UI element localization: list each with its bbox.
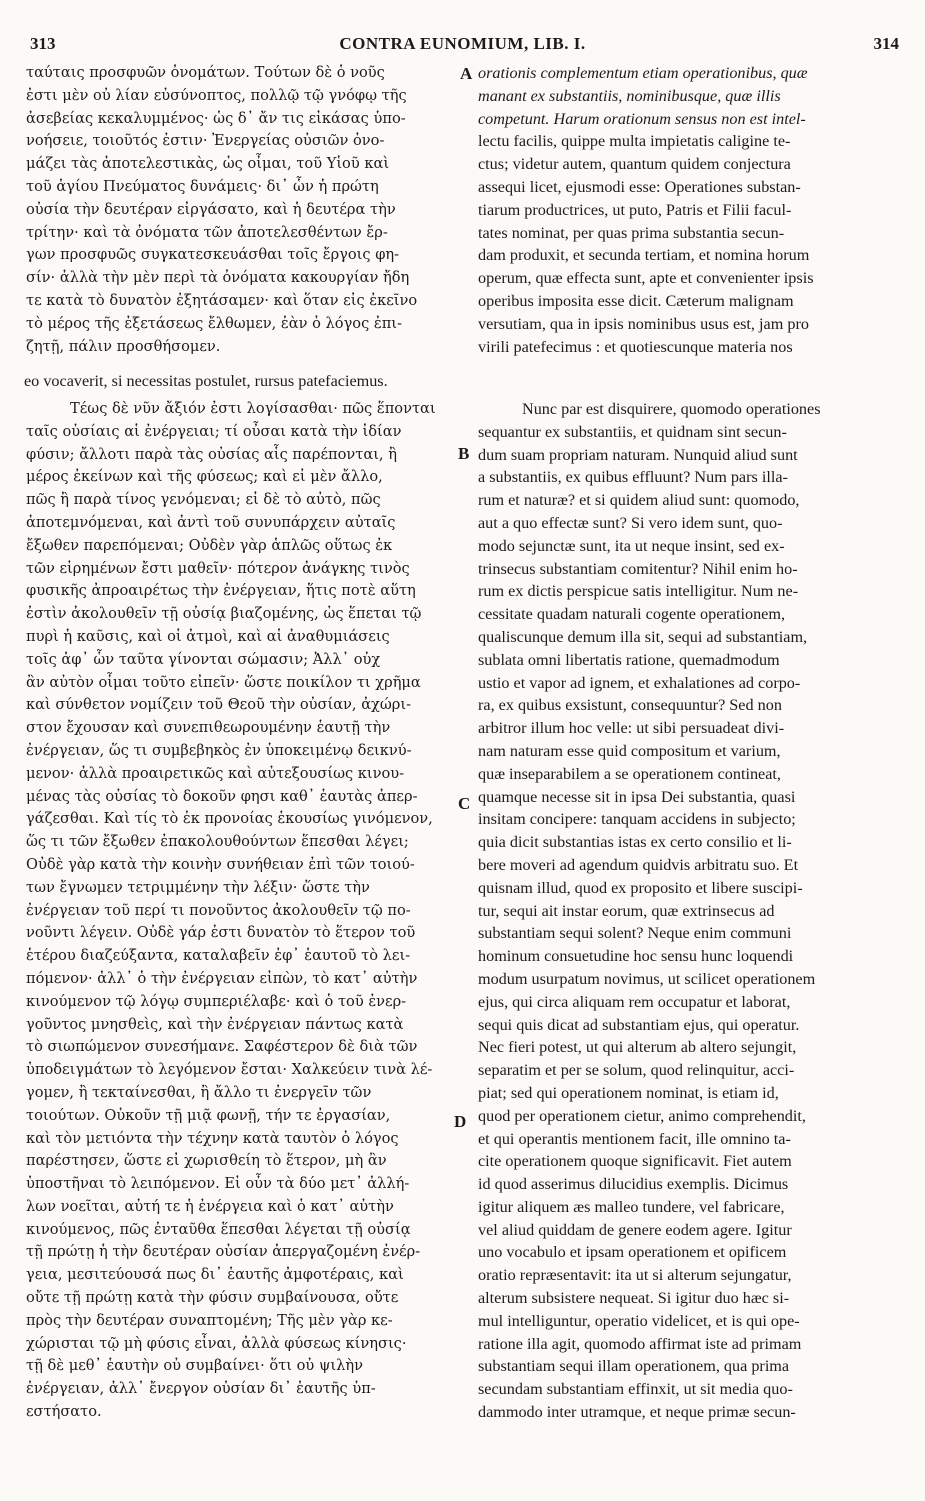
greek-text-line: ταῖς οὐσίαις αἱ ἐνέργειαι; τί οὖσαι κατὰ τὴν ἰδίαν — [26, 422, 402, 440]
latin-text-line: qualiscunque demum illa sit, sequi ad substantiam, — [478, 627, 808, 646]
greek-text-line: γάζεσθαι. Καὶ τίς τὸ ἐκ προνοίας ἑκουσίως γινόμενον, — [26, 810, 433, 828]
latin-text-line: ra, ex quibus exsistunt, consequuntur? Sed non — [478, 696, 782, 715]
latin-text-line: vel aliud quiddam de genere eodem agere. Igitur — [478, 1220, 792, 1239]
running-title: CONTRA EUNOMIUM, LIB. I. — [339, 34, 586, 53]
page-header — [24, 34, 901, 56]
greek-text-line: ὑποδειγμάτων τὸ λεγόμενον ἔσται· Χαλκεύειν τινὰ λέ- — [26, 1061, 433, 1079]
latin-column-top — [478, 62, 900, 358]
greek-text-line: τὸ μέρος τῆς ἐξετάσεως ἔλθωμεν, ἐὰν ὁ λόγος ἐπι- — [26, 314, 402, 332]
greek-text-line: φύσιν; ἄλλοτι παρὰ τὰς οὐσίας αἷς παρέπονται, ἢ — [26, 445, 397, 463]
page-number-right: 314 — [873, 34, 899, 53]
latin-text-line: ratione illa agit, quomodo affirmat iste ad primam — [478, 1334, 802, 1353]
greek-text-line: γομεν, ἢ τεκταίνεσθαι, ἢ ἄλλο τι ἐνεργεῖν τῶν — [26, 1083, 372, 1101]
greek-text-line: ἀσεβείας κεκαλυμμένος· ὡς δ᾿ ἄν τις εἰκάσας ὑπο- — [26, 109, 406, 127]
latin-text-line: bere moveri ad agendum quidvis arbitratu suo. Et — [478, 855, 799, 874]
latin-text-line: et qui operantis mentionem facit, ille omnino ta- — [478, 1129, 791, 1148]
greek-text-line: τοῖς ἀφ᾿ ὧν ταῦτα γίνονται σώμασιν; Ἀλλ᾿ οὐχ — [26, 650, 381, 668]
margin-letter-c: C — [458, 794, 471, 813]
margin-letter-a: A — [460, 64, 473, 83]
latin-text-line: quamque necesse sit in ipsa Dei substantia, quasi — [478, 787, 796, 806]
greek-text-line: πῶς ἢ παρὰ τίνος γενόμεναι; εἰ δὲ τὸ αὐτὸ, πῶς — [26, 491, 381, 509]
greek-text-line: μένας τὰς οὐσίας τὸ δοκοῦν φησι καθ᾿ ἑαυτὰς ἀπερ- — [26, 787, 418, 805]
greek-text-line: τρίτην· καὶ τὰ ὀνόματα τῶν ἀποτελεσθέντων ἔρ- — [26, 223, 388, 241]
latin-text-line: dum suam propriam naturam. Nunquid aliud sunt — [478, 445, 798, 464]
greek-text-line: τὸ σιωπώμενον συνεσήμανε. Σαφέστερον δὲ διὰ τῶν — [26, 1038, 418, 1056]
greek-text-line: ἂν αὐτὸν οἶμαι τοῦτο εἰπεῖν· ὥστε ποικίλον τι χρῆμα — [26, 673, 421, 691]
greek-text-line: ἔξωθεν παρεπόμεναι; Οὐδὲν γὰρ ἁπλῶς οὕτως ἐκ — [26, 536, 393, 554]
latin-text-line: tur, sequi ait instar eorum, quæ extrinsecus ad — [478, 901, 775, 920]
latin-text-line: mul intelliguntur, operatio videlicet, et is qui ope- — [478, 1311, 800, 1330]
greek-text-line: παρέστησεν, ὥστε εἰ χωρισθείη τὸ ἕτερον, μὴ ἂν — [26, 1152, 387, 1170]
latin-text-line: secundam substantiam effinxit, ut sit media quo- — [478, 1380, 793, 1399]
latin-text-line: sequi quis dicat ad substantiam ejus, qui operatur. — [478, 1015, 800, 1034]
greek-text-line: νοῦντι λέγειν. Οὐδὲ γάρ ἐστι δυνατὸν τὸ ἕτερον τοῦ — [26, 924, 416, 942]
latin-text-line: substantiam sequi solent? Neque enim communi — [478, 924, 792, 943]
latin-text-line: sublata omni libertatis ratione, quemadmodum — [478, 650, 780, 669]
greek-text-line: ταύταις προσφυῶν ὀνομάτων. Τούτων δὲ ὁ νοῦς — [26, 64, 385, 81]
greek-text-line: ἐστι μὲν οὐ λίαν εὐσύνοπτος, πολλῷ τῷ γνόφῳ τῆς — [26, 86, 407, 104]
margin-letter-d: D — [454, 1112, 467, 1131]
greek-text-line: πόμενον· ἀλλ᾿ ὁ τὴν ἐνέργειαν εἰπὼν, τὸ κατ᾿ αὐτὴν — [26, 969, 418, 987]
latin-text-line: Nec fieri potest, ut qui alterum ab altero sejungit, — [478, 1038, 797, 1057]
latin-text-line: insitam concipere: tanquam accidens in subjecto; — [478, 810, 796, 829]
greek-text-line: Τέως δὲ νῦν ἄξιόν ἐστι λογίσασθαι· πῶς ἕπονται — [70, 400, 436, 417]
greek-text-line: τῶν εἰρημένων ἔστι μαθεῖν· πότερον ἀνάγκης τινὸς — [26, 559, 410, 577]
latin-text-line: lectu facilis, quippe multa impietatis caligine te- — [478, 132, 791, 151]
latin-text-line: rum ex dictis perspicue satis intelligitur. Num ne- — [478, 582, 799, 601]
latin-text-line: tiarum productrices, ut puto, Patris et Filii facul- — [478, 200, 792, 219]
latin-text-line: Nunc par est disquirere, quomodo operationes — [522, 400, 821, 418]
greek-text-line: λων νοεῖται, αὐτή τε ἡ ἐνέργεια καὶ ὁ κατ᾿ αὐτὴν — [26, 1197, 394, 1215]
page-number-left: 313 — [30, 34, 56, 53]
greek-text-line: γων προσφυῶς συγκατεσκευάσθαι τοῖς ἔργοις φη- — [26, 246, 400, 264]
latin-text-line: ctus; videtur autem, quantum quidem conjectura — [478, 155, 791, 174]
greek-text-line: σίν· ἀλλὰ τὴν μὲν περὶ τὰ ὀνόματα κακουργίαν ἤδη — [26, 269, 410, 287]
greek-text-line: τοῦ ἁγίου Πνεύματος δυνάμεις· δι᾿ ὧν ἡ πρώτη — [26, 177, 379, 195]
greek-text-line: πυρὶ ἡ καῦσις, καὶ οἱ ἀτμοὶ, καὶ αἱ ἀναθυμιάσεις — [26, 627, 390, 645]
latin-text-line: separatim et per se solum, quod relinquitur, acci- — [478, 1061, 795, 1080]
greek-column-bottom — [26, 398, 456, 1424]
greek-text-line: εστήσατο. — [26, 1403, 102, 1421]
greek-text-line: οὐσία τὴν δευτέραν εἰργάσατο, καὶ ἡ δευτέρα τὴν — [26, 200, 396, 218]
latin-text-line: dam produxit, et secunda tertiam, et nomina horum — [478, 246, 810, 265]
greek-text-line: ἐνέργειαν, ἀλλ᾿ ἔνεργον οὐσίαν δι᾿ ἑαυτῆς ὑπ- — [26, 1380, 376, 1398]
latin-text-line: uno vocabulo et ipsam operationem et opificem — [478, 1243, 787, 1262]
latin-text-line: cite operationem quoque significavit. Fiet autem — [478, 1152, 792, 1171]
greek-text-line: ζητῇ, πάλιν προσθήσομεν. — [26, 337, 221, 355]
latin-text-line: aut a quo effectæ sunt? Si vero idem sunt, quo- — [478, 513, 783, 532]
greek-text-line: ἑτέρου διαζεύξαντα, καταλαβεῖν ἐφ᾿ ἑαυτοῦ τὸ λει- — [26, 947, 411, 965]
latin-column-bottom — [478, 398, 900, 1424]
latin-text-line: sequantur ex substantiis, et quidnam sint secun- — [478, 422, 787, 441]
greek-text-line: πρὸς τὴν δευτέραν συναπτομένη; Τῆς μὲν γὰρ κε- — [26, 1311, 393, 1329]
latin-text-line: modum usurpatum novimus, ut scilicet operationem — [478, 969, 816, 988]
greek-text-line: καὶ σύνθετον νομίζειν τοῦ Θεοῦ τὴν οὐσίαν, ἀχώρι- — [26, 696, 412, 714]
greek-text-line: τῇ δὲ μεθ᾿ ἑαυτὴν οὐ συμβαίνει· ὅτι οὐ ψιλὴν — [26, 1357, 363, 1375]
latin-text-line: modo sejunctæ sunt, ita ut neque insint, sed ex- — [478, 536, 785, 555]
latin-text-line: tates nominat, per quas prima substantia secun- — [478, 223, 785, 242]
latin-text-line: ejus, qui circa aliquam rem occupatur et laborat, — [478, 992, 791, 1011]
latin-text-line: igitur aliquem æs malleo tundere, vel fabricare, — [478, 1197, 785, 1216]
greek-text-line: ἐστὶν ἀκολουθεῖν τῇ οὐσίᾳ βιαζομένης, ὡς ἕπεται τῷ — [26, 605, 422, 623]
greek-text-line: ἐνέργειαν τοῦ περί τι πονοῦντος ἀκολουθεῖν τῷ πο- — [26, 901, 411, 919]
greek-text-line: φυσικῆς ἀπροαιρέτως τὴν ἐνέργειαν, ἥτις ποτὲ αὕτη — [26, 582, 416, 600]
latin-text-line: piat; sed qui operationem nominat, is etiam id, — [478, 1083, 779, 1102]
spanning-line: eo vocaverit, si necessitas postulet, rursus patefaciemus. — [24, 372, 388, 390]
greek-text-line: τοιούτων. Οὐκοῦν τῇ μιᾷ φωνῇ, τήν τε ἐργασίαν, — [26, 1106, 391, 1124]
latin-text-line: operibus imposita esse dicit. Cæterum malignam — [478, 291, 794, 310]
greek-text-line: μάζει τὰς ἀποτελεστικὰς, ὡς οἶμαι, τοῦ Υἱοῦ καὶ — [26, 155, 390, 173]
latin-text-line: competunt. Harum orationum sensus non est intel- — [478, 109, 806, 128]
latin-text-line: operum, quæ effecta sunt, apte et convenienter ipsis — [478, 269, 814, 288]
latin-text-line: id quod asserimus dilucidius exemplis. Dicimus — [478, 1175, 789, 1194]
latin-text-line: manant ex substantiis, nominibusque, quæ illis — [478, 86, 781, 105]
latin-text-line: oratio repræsentavit: ita ut si alterum sejungatur, — [478, 1266, 792, 1285]
latin-text-line: versutiam, qua in ipsis nominibus usus est, jam pro — [478, 314, 809, 333]
greek-text-line: καὶ τὸν μετιόντα τὴν τέχνην κατὰ ταυτὸν ὁ λόγος — [26, 1129, 399, 1147]
latin-text-line: a substantiis, ex quibus effluunt? Num pars illa- — [478, 468, 788, 487]
greek-text-line: χώρισται τῷ μὴ φύσις εἶναι, ἀλλὰ φύσεως κίνησις· — [26, 1334, 407, 1352]
latin-text-line: assequi licet, ejusmodi esse: Operationes substan- — [478, 177, 801, 196]
margin-letter-b: B — [458, 444, 470, 463]
greek-text-line: Οὐδὲ γὰρ κατὰ τὴν κοινὴν συνήθειαν ἐπὶ τῶν τοιού- — [26, 855, 415, 873]
latin-text-line: dammodo inter utramque, et neque primæ secun- — [478, 1403, 796, 1422]
latin-text-line: trinsecus substantiam comitentur? Nihil enim ho- — [478, 559, 798, 578]
latin-text-line: hominum consuetudine hoc sensu hunc loquendi — [478, 947, 794, 966]
latin-text-line: orationis complementum etiam operationibus, quæ — [478, 64, 808, 82]
latin-text-line: arbitror illum hoc velle: ut sibi persuadeat divi- — [478, 719, 785, 738]
latin-text-line: quod per operationem cietur, animo comprehendit, — [478, 1106, 806, 1125]
greek-text-line: τῇ πρώτῃ ἡ τὴν δευτέραν οὐσίαν ἀπεργαζομένη ἐνέρ- — [26, 1243, 421, 1261]
greek-text-line: κινούμενος, πῶς ἐνταῦθα ἕπεσθαι λέγεται τῇ οὐσίᾳ — [26, 1220, 411, 1238]
greek-text-line: στον ἔχουσαν καὶ συνεπιθεωρουμένην ἑαυτῇ τὴν — [26, 719, 391, 737]
greek-text-line: μέρος ἐκείνων καὶ τῆς φύσεως; καὶ εἰ μὲν ἄλλο, — [26, 468, 383, 486]
latin-text-line: alterum subsistere nequeat. Si igitur duo hæc si- — [478, 1289, 790, 1308]
latin-text-line: rum et naturæ? et si quidem aliud sunt: quomodo, — [478, 491, 800, 510]
greek-text-line: των ἔγνωμεν τετριμμένην τὴν λέξιν· ὥστε τὴν — [26, 878, 370, 896]
latin-text-line: ustio et vapor ad ignem, et exhalationes ad corpo- — [478, 673, 801, 692]
greek-text-line: νοήσειε, τοιοῦτός ἐστιν· Ἐνεργείας οὐσιῶν ὀνο- — [26, 132, 385, 150]
greek-text-line: γοῦντος μνησθεὶς, καὶ τὴν ἐνέργειαν πάντως κατὰ — [26, 1015, 404, 1033]
greek-text-line: ὥς τι τῶν ἔξωθεν ἐπακολουθούντων ἕπεσθαι λέγει; — [26, 833, 409, 851]
greek-text-line: ὑποστῆναι τὸ λειπόμενον. Εἰ οὖν τὰ δύο μετ᾿ ἀλλή- — [26, 1175, 410, 1193]
greek-text-line: ἐνέργειαν, ὥς τι συμβεβηκὸς ἐν ὑποκειμένῳ δεικνύ- — [26, 741, 412, 759]
latin-text-line: virili patefecimus : et quotiescunque materia nos — [478, 337, 793, 356]
latin-text-line: nam naturam esse quid compositum et varium, — [478, 741, 781, 760]
latin-text-line: cessitate quadam naturali cogente operationem, — [478, 605, 785, 624]
greek-text-line: γεια, μεσιτεύουσά πως δι᾿ ἑαυτῆς ἀμφοτέραις, καὶ — [26, 1266, 404, 1284]
greek-text-line: κινούμενον τῷ λόγῳ συμπεριέλαβε· καὶ ὁ τοῦ ἐνερ- — [26, 992, 407, 1010]
latin-text-line: quisnam illud, quod ex proposito et libere suscipi- — [478, 878, 803, 897]
latin-text-line: substantiam sequi illam operationem, qua prima — [478, 1357, 790, 1376]
greek-text-line: ἀποτεμνόμεναι, καὶ ἀντὶ τοῦ συνυπάρχειν αὐταῖς — [26, 513, 396, 531]
latin-text-line: quæ inseparabilem a se operationem contineat, — [478, 764, 781, 783]
greek-column-top — [26, 62, 456, 358]
greek-text-line: μενον· ἀλλὰ προαιρετικῶς καὶ αὐτεξουσίως κινου- — [26, 764, 405, 782]
greek-text-line: οὔτε τῇ πρώτῃ κατὰ τὴν φύσιν συμβαίνουσα, οὔτε — [26, 1289, 399, 1307]
latin-text-line: quia dicit substantias istas ex certo consilio et li- — [478, 833, 792, 852]
greek-text-line: τε κατὰ τὸ δυνατὸν ἐξητάσαμεν· καὶ ὅταν εἰς ἐκεῖνο — [26, 291, 418, 309]
